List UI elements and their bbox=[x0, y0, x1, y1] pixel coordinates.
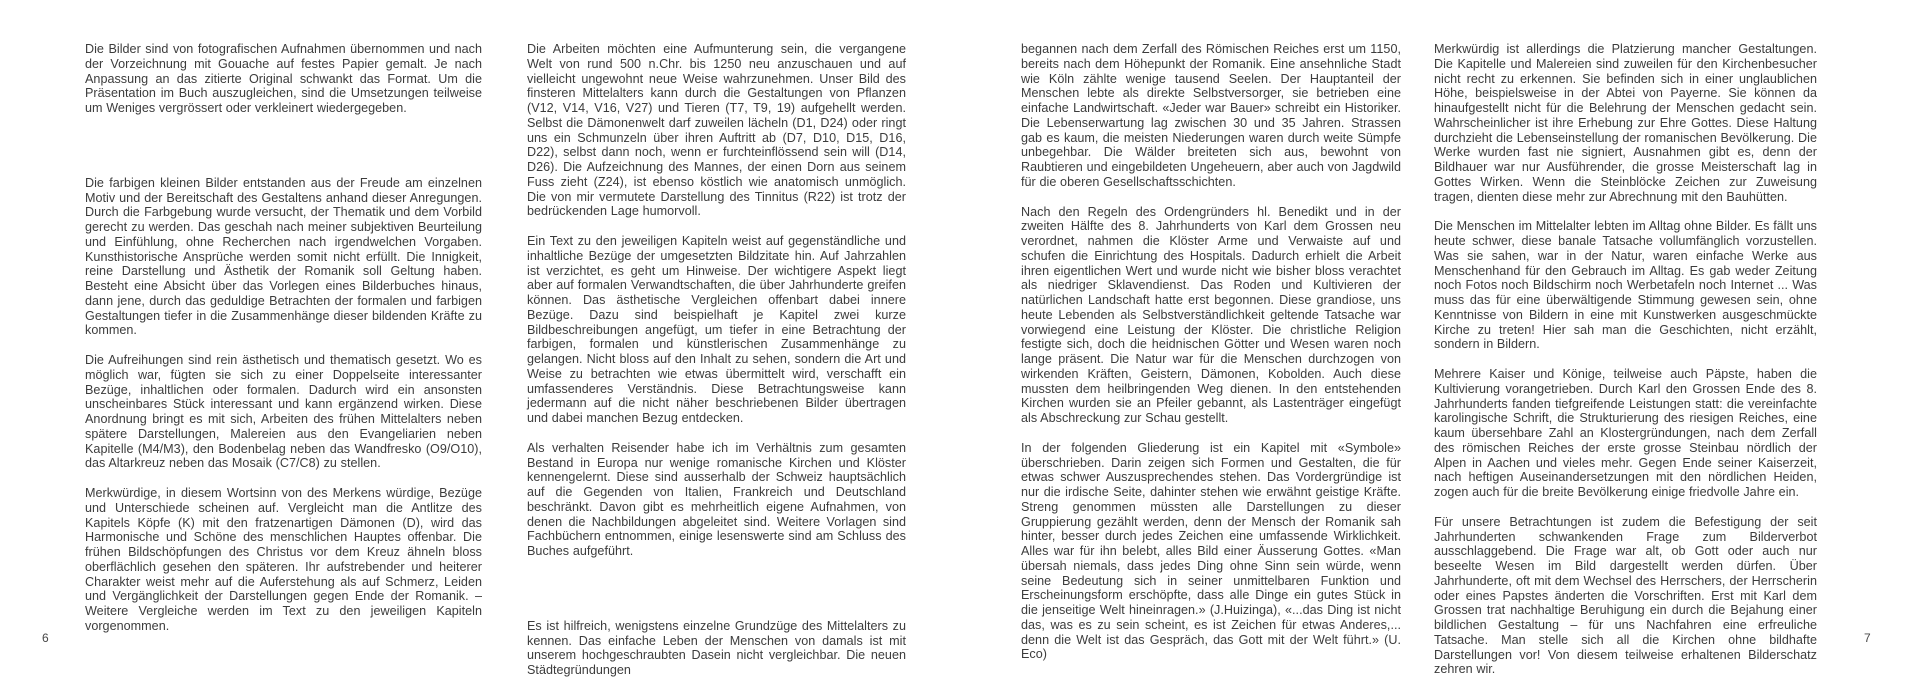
paragraph: Die Menschen im Mittelalter lebten im Alltag ohne Bilder. Es fällt uns heute schwer, diese banale Tatsache vollumfänglich vorzustellen. Was sie sahen, war in der Natur, waren einfache Werke aus Menschenhand für den Gebrauch im Alltag. Es gab weder Zeitung noch Fotos noch Bildschirm noch Werbetafeln noch Internet ... Was muss das für eine überwältigende Stimmung gewesen sein, ohne Kenntnisse von Bildern in eine mit Kunstwerken ausgeschmückte Kirche zu treten! Hier sah man die Geschichten, nicht erzählt, sondern in Bildern. bbox=[1434, 219, 1817, 352]
paragraph: Nach den Regeln des Ordengründers hl. Benedikt und in der zweiten Hälfte des 8. Jahrhunderts von Karl dem Grossen neu verordnet, nahmen die Klöster Arme und Verwaiste auf und schufen die Einrichtung des Hospitals. Dadurch erhielt die Arbeit ihren eigentlichen Wert und wurde nicht wie bisher bloss verachtet als niedriger Sklavendienst. Das Roden und Kultivieren der natürlichen Landschaft hatte erst begonnen. Diese grandiose, uns heute Lebenden als Selbstverständlichkeit geltende Tatsache war vorwiegend eine Leistung der Klöster. Die christliche Religion festigte sich, doch die heidnischen Götter und Wesen waren noch lange präsent. Die Natur war für die Menschen durchzogen von wirkenden Kräften, Geistern, Dämonen, Kobolden. Auch diese mussten dem heilbringenden Weg dienen. In den entstehenden Kirchen wurden sie an Pfeiler gebannt, als Lastenträger eingefügt als Abschreckung zur Schau gestellt. bbox=[1021, 204, 1401, 425]
paragraph: In der folgenden Gliederung ist ein Kapitel mit «Symbole» überschrieben. Darin zeigen sich Formen und Gestalten, die für etwas schwer Auszusprechendes stehen. Das Vordergründige ist nur die irdische Seite, dahinter stehen wie erwähnt geistige Kräfte. Streng genommen müssten alle Darstellungen zu dieser Gruppierung gezählt werden, denn der Mensch der Romanik sah hinter, besser durch jedes Zeichen eine umfassende Wirklichkeit. Alles war für ihn belebt, alles Bild einer Äusserung Gottes. «Man übersah niemals, dass jedes Ding ohne Sinn sein würde, wenn seine Bedeutung sich in seiner unmittelbaren Funktion und Erscheinungsform erschöpfte, dass alle Dinge ein gutes Stück in die jenseitige Welt hineinragen.» (J.Huizinga), «...das Ding ist nicht das, was es zu sein scheint, es ist Zeichen für etwas Anderes,... denn die Welt ist das Gespräch, das Gott mit der Welt führt.» (U. Eco) bbox=[1021, 440, 1401, 662]
paragraph: Die Aufreihungen sind rein ästhetisch und thematisch gesetzt. Wo es möglich war, fügten sie sich zu einer Doppelseite interessanter Bezüge, inhaltlichen oder formalen. Dadurch wird ein ansonsten unscheinbares Stück interessant und kann ergänzend wirken. Diese Anordnung bringt es mit sich, Arbeiten des frühen Mittelalters neben spätere Darstellungen, Malereien aus den Evangeliarien neben Kapitelle (M4/M3), den Bodenbelag neben das Wandfresko (O9/O10), das Altarkreuz neben das Mosaik (C7/C8) zu stellen. bbox=[85, 353, 482, 471]
paragraph: Als verhalten Reisender habe ich im Verhältnis zum gesamten Bestand in Europa nur wenige romanische Kirchen und Klöster kennengelernt. Diese sind ausserhalb der Schweiz hauptsächlich auf die Gegenden von Italien, Frankreich und Deutschland beschränkt. Davon gibt es mehrheitlich eigene Aufnahmen, von denen die Nachbildungen abgeleitet sind. Weitere Vorlagen sind Fachbüchern entnommen, einige lesenswerte sind am Schluss des Buches aufgeführt. bbox=[527, 440, 906, 558]
page-number-left: 6 bbox=[42, 631, 49, 645]
page-number-right: 7 bbox=[1864, 631, 1871, 645]
text-column-1 bbox=[85, 42, 482, 634]
text-column-2 bbox=[527, 42, 906, 678]
text-column-4 bbox=[1434, 42, 1817, 677]
paragraph: Mehrere Kaiser und Könige, teilweise auch Päpste, haben die Kultivierung vorangetrieben. Durch Karl den Grossen Ende des 8. Jahrhunderts fanden tiefgreifende Leistungen statt: die vereinfachte karolingische Schrift, die Strukturierung des riesigen Reiches, eine kaum übersehbare Zahl an Klostergründungen, nach dem Zerfall des römischen Reiches der erste grosse Steinbau nördlich der Alpen in Aachen und vieles mehr. Gegen Ende seiner Kaiserzeit, nach heftigen Auseinandersetzungen mit den nördlichen Heiden, zogen auch für die breite Bevölkerung einige friedvolle Jahre ein. bbox=[1434, 367, 1817, 499]
paragraph: begannen nach dem Zerfall des Römischen Reiches erst um 1150, bereits nach dem Höhepunkt der Romanik. Eine ansehnliche Stadt wie Köln zählte wenige tausend Seelen. Der Hauptanteil der Menschen lebte als direkte Selbstversorger, sie betrieben eine einfache Landwirtschaft. «Jeder war Bauer» schreibt ein Historiker. Die Lebenserwartung lag zwischen 30 und 35 Jahren. Strassen gab es kaum, die meisten Niederungen waren durch weite Sümpfe unbegehbar. Die Wälder breiteten sich aus, bewohnt von Raubtieren und eingebildeten Ungeheuern, aber auch von Jagdwild für die oberen Gesellschaftsschichten. bbox=[1021, 42, 1401, 189]
paragraph: Die Bilder sind von fotografischen Aufnahmen übernommen und nach der Vorzeichnung mit Gouache auf festes Papier gemalt. Je nach Anpassung an das zitierte Original schwankt das Format. Um die Präsentation im Buch auszugleichen, sind die Umsetzungen teilweise um Weniges vergrössert oder verkleinert wiedergegeben. bbox=[85, 42, 482, 115]
paragraph: Ein Text zu den jeweiligen Kapiteln weist auf gegenständliche und inhaltliche Bezüge der umgesetzten Bildzitate hin. Auf Jahrzahlen ist verzichtet, es geht um Hinweise. Der wichtigere Aspekt liegt aber auf formalen Verwandtschaften, die über Jahrhunderte greifen können. Das ästhetische Vergleichen offenbart dabei innere Bezüge. Dazu sind beispielhaft je Kapitel zwei kurze Bildbeschreibungen angefügt, um tiefer in eine Betrachtung der farbigen, formalen und künstlerischen Zusammenhänge zu gelangen. Nicht bloss auf den Inhalt zu sehen, sondern die Art und Weise zu betrachten wie etwas übermittelt wird, verschafft ein umfassenderes Verständnis. Diese Betrachtungsweise kann jedermann auf die nicht näher beschriebenen Bilder übertragen und dabei manchen Bezug entdecken. bbox=[527, 234, 906, 425]
paragraph: Merkwürdige, in diesem Wortsinn von des Merkens würdige, Bezüge und Unterschiede scheinen auf. Vergleicht man die Antlitze des Kapitels Köpfe (K) mit den fratzenartigen Dämonen (D), wird das Harmonische und Schöne des menschlichen Hauptes offenbar. Die frühen Bildschöpfungen des Christus vor dem Kreuz ähneln bloss oberflächlich gesehen den späteren. Ihr aufstrebender und heiterer Charakter weist mehr auf die Auferstehung als auf Schmerz, Leiden und Vergänglichkeit der Darstellungen gegen Ende der Romanik. – Weitere Vergleiche werden im Text zu den jeweiligen Kapiteln vorgenommen. bbox=[85, 486, 482, 633]
paragraph: Merkwürdig ist allerdings die Platzierung mancher Gestaltungen. Die Kapitelle und Malereien sind zuweilen für den Kirchenbesucher nicht recht zu erkennen. Sie befinden sich in einer unglaublichen Höhe, beispielsweise in der Abtei von Payerne. Sie können da hinaufgestellt nicht für die Belehrung der Menschen gedacht sein. Wahrscheinlicher ist ihre Erhebung zur Ehre Gottes. Diese Haltung durchzieht die Lebenseinstellung der romanischen Bevölkerung. Die Werke wurden fast nie signiert, Ausnahmen gibt es, denn der Bildhauer war nur Ausführender, die grosse Meisterschaft lag in Gottes Wirken. Wenn die Steinblöcke Zeichen zur Zuweisung tragen, dienten diese mehr zur Abrechnung mit den Bauhütten. bbox=[1434, 42, 1817, 204]
paragraph: Es ist hilfreich, wenigstens einzelne Grundzüge des Mittelalters zu kennen. Das einfache Leben der Menschen von damals ist mit unserem hochgeschraubten Dasein nicht vergleichbar. Die neuen Städtegründungen bbox=[527, 618, 906, 677]
paragraph: Die Arbeiten möchten eine Aufmunterung sein, die vergangene Welt von rund 500 n.Chr. bis 1250 neu anzuschauen und auf vielleicht ungewohnt neue Weise wahrzunehmen. Unser Bild des finsteren Mittelalters kann durch die Gestaltungen von Pflanzen (V12, V14, V16, V27) und Tieren (T7, T9, 19) aufgehellt werden. Selbst die Dämonenwelt darf zuweilen lächeln (D1, D24) oder ringt uns ein Schmunzeln über ihren Auftritt ab (D7, D10, D15, D16, D22), selbst dann noch, wenn er furchteinflössend sein will (D14, D26). Die Aufzeichnung des Mannes, der einen Dorn aus seinem Fuss zieht (Z24), ist ebenso köstlich wie anatomisch unmöglich. Die von mir vermutete Darstellung des Tinnitus (R22) ist trotz der bedrückenden Lage humorvoll. bbox=[527, 42, 906, 219]
paragraph: Die farbigen kleinen Bilder entstanden aus der Freude am einzelnen Motiv und der Bereitschaft des Gestaltens anhand dieser Anregungen. Durch die Farbgebung wurde versucht, der Thematik und dem Vorbild gerecht zu werden. Das geschah nach meiner subjektiven Beurteilung und Einfühlung, ohne Recherchen nach irgendwelchen Vorgaben. Kunsthistorische Ansprüche werden somit nicht erfüllt. Die Innigkeit, reine Darstellung und Ästhetik der Romanik soll Geltung haben. Besteht eine Absicht über das Vorlegen eines Bilderbuches hinaus, dann jene, durch das geduldige Betrachten der formalen und farbigen Gestaltungen tiefer in die Zusammenhänge dieser bildenden Kräfte zu kommen. bbox=[85, 175, 482, 338]
paragraph: Für unsere Betrachtungen ist zudem die Befestigung der seit Jahrhunderten schwankenden Frage zum Bilderverbot ausschlaggebend. Die Frage war alt, ob Gott oder auch nur beseelte Wesen im Bild dargestellt werden dürfen. Über Jahrhunderte, oft mit dem Wechsel des Herrschers, der Herrscherin oder eines Papstes änderten die Vorschriften. Erst mit Karl dem Grossen trat nachhaltige Beruhigung ein durch die Bejahung einer bildlichen Gestaltung – für uns Nachfahren eine erfreuliche Tatsache. Man stelle sich all die Kirchen ohne bildhafte Darstellungen vor! Von diesem teilweise erhaltenen Bilderschatz zehren wir. bbox=[1434, 514, 1817, 677]
text-column-3 bbox=[1021, 42, 1401, 662]
